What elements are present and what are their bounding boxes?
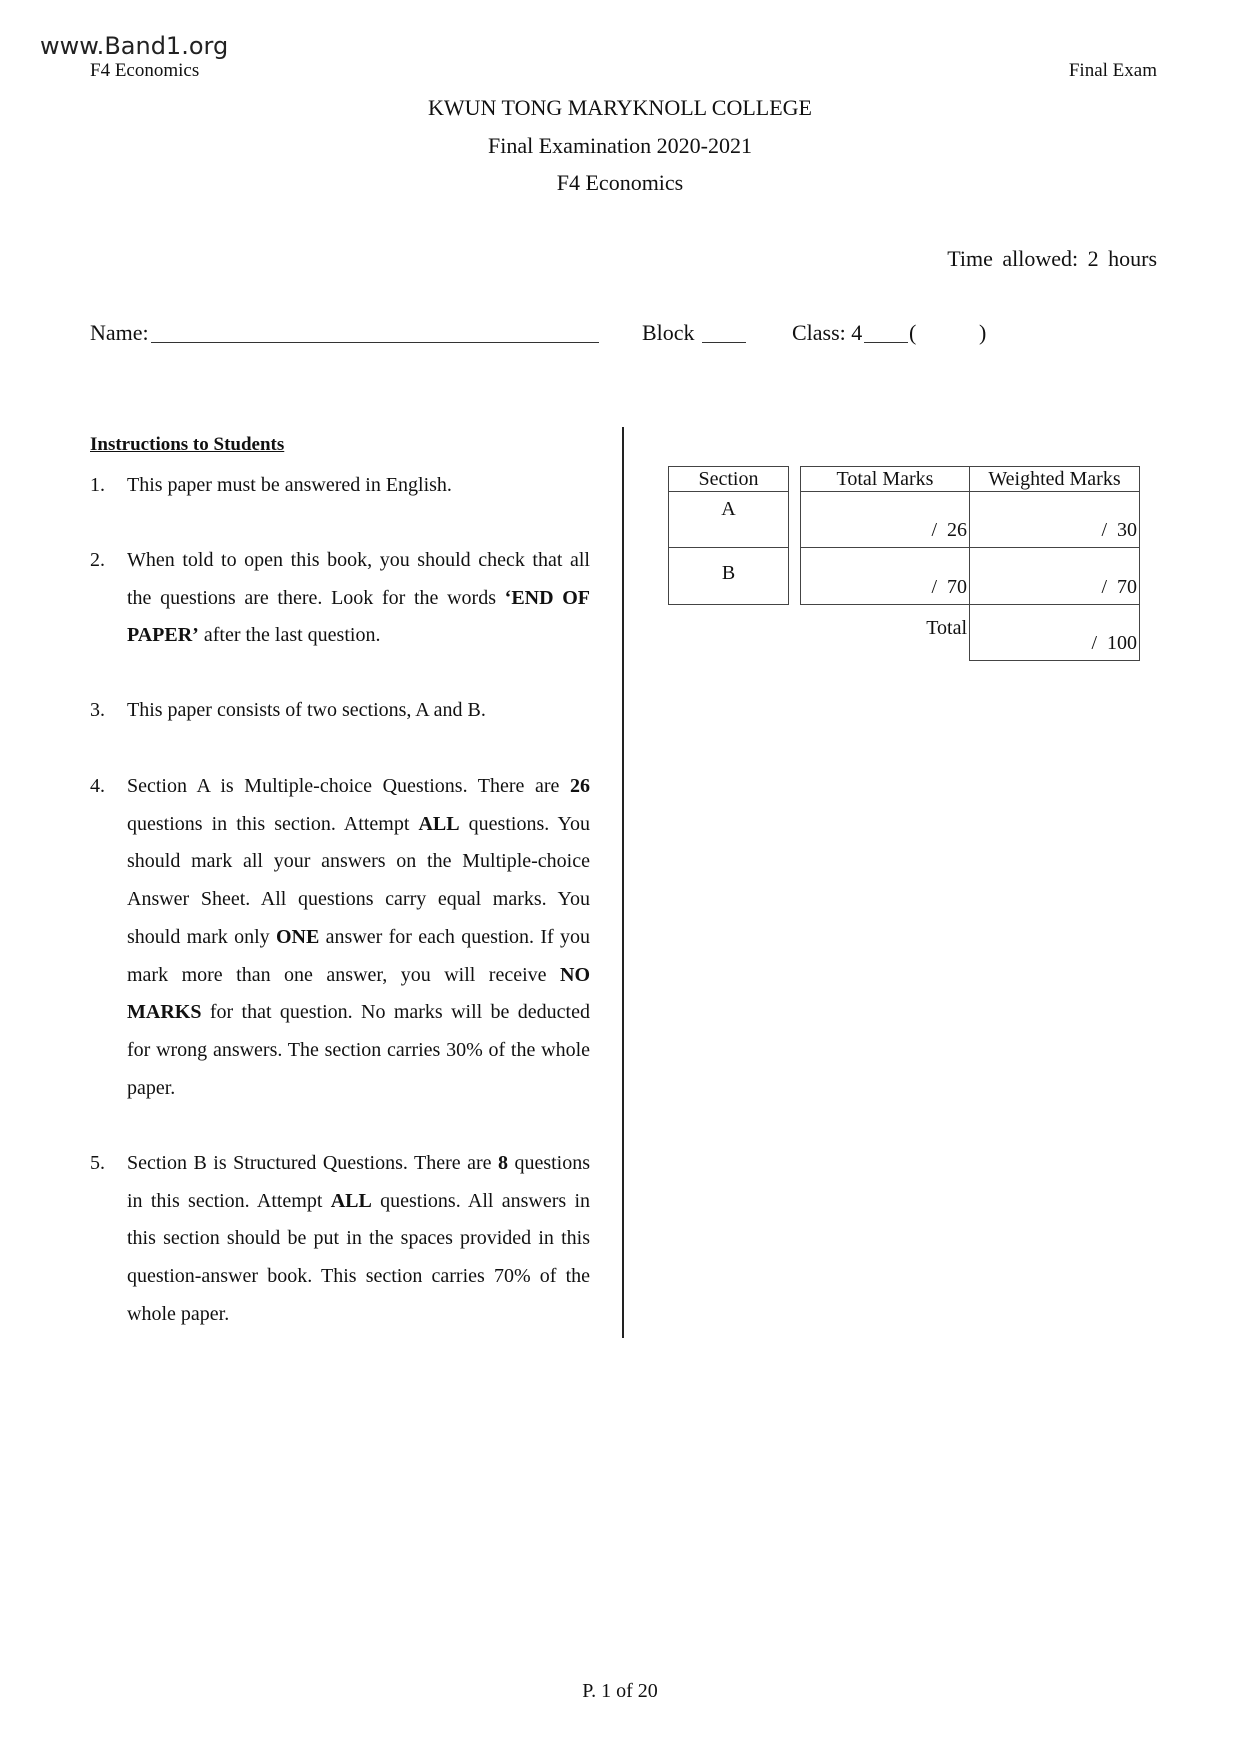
- header-subject: F4 Economics: [90, 60, 200, 81]
- watermark: www.Band1.org: [40, 32, 229, 60]
- section-b: B: [669, 548, 789, 605]
- total-weighted-marks[interactable]: / 100: [970, 605, 1140, 661]
- instruction-segment: questions. You should mark all your answers on the Multiple-choice Answer Sheet. All questions carry equal marks. You should mark only: [127, 812, 590, 948]
- section-a-total-marks[interactable]: / 26: [801, 492, 970, 548]
- instruction-text: [127, 467, 590, 505]
- total-label: Total: [801, 605, 970, 661]
- instruction-segment: for that question. No marks will be deducted for wrong answers. The section carries 30% of the whole paper.: [127, 1001, 590, 1099]
- section-b-weighted-marks[interactable]: / 70: [970, 548, 1140, 605]
- instruction-emphasis: NO MARKS: [127, 963, 590, 1024]
- marks-table-section: [668, 466, 789, 605]
- instruction-text: [127, 1145, 590, 1334]
- instruction-segment: Section A is Multiple-choice Questions. There are: [127, 775, 570, 797]
- exam-title: Final Examination 2020-2021: [488, 133, 752, 158]
- instruction-segment: answer for each question. If you mark more than one answer, you will receive: [127, 925, 590, 986]
- total-marks-header: Total Marks: [801, 467, 970, 492]
- section-a-weighted-marks[interactable]: / 30: [970, 492, 1140, 548]
- instruction-segment: after the last question.: [198, 624, 381, 647]
- column-divider: [622, 427, 624, 1338]
- instruction-segment: questions. All answers in this section should be put in the spaces provided in this question-answer book. This section carries 70% of the whole paper.: [127, 1189, 590, 1325]
- instruction-segment: Section B is Structured Questions. There are: [127, 1152, 498, 1174]
- class-label: Class: 4: [792, 320, 863, 345]
- instruction-segment: questions in this section. Attempt: [127, 812, 419, 835]
- weighted-marks-header: Weighted Marks: [970, 467, 1140, 492]
- instruction-item: [90, 467, 590, 505]
- instruction-emphasis: ‘END OF PAPER’: [127, 586, 590, 647]
- instruction-text: [127, 768, 590, 1107]
- marks-table: [800, 466, 1140, 661]
- instruction-emphasis: 8: [497, 1152, 508, 1174]
- instruction-number: 4.: [90, 775, 105, 797]
- instruction-emphasis: ALL: [418, 812, 460, 835]
- instruction-emphasis: ONE: [275, 925, 320, 948]
- instruction-segment: This paper must be answered in English.: [127, 474, 452, 496]
- class-number-close-paren: ): [979, 320, 987, 345]
- instruction-text: [127, 542, 590, 655]
- instruction-segment: When told to open this book, you should check that all the questions are there. Look for the words: [127, 549, 590, 609]
- instruction-number: 1.: [90, 474, 105, 496]
- name-label: Name:: [90, 320, 149, 345]
- class-number-open-paren: (: [909, 320, 917, 345]
- instruction-item: [90, 1145, 590, 1334]
- instruction-number: 3.: [90, 699, 105, 721]
- page-number: P. 1 of 20: [582, 1680, 658, 1702]
- instruction-segment: questions in this section. Attempt: [127, 1152, 590, 1212]
- section-a: A: [669, 492, 789, 548]
- name-field[interactable]: [151, 322, 599, 343]
- instruction-item: [90, 768, 590, 1107]
- subject-title: F4 Economics: [556, 170, 684, 195]
- instruction-number: 5.: [90, 1152, 105, 1174]
- section-b-total-marks[interactable]: / 70: [801, 548, 970, 605]
- section-header: Section: [669, 467, 789, 492]
- time-allowed: Time allowed: 2 hours: [947, 246, 1157, 271]
- instruction-segment: This paper consists of two sections, A and B.: [127, 699, 486, 721]
- instruction-text: [127, 692, 590, 730]
- header-exam: Final Exam: [1068, 60, 1157, 81]
- instruction-emphasis: 26: [570, 775, 590, 797]
- instruction-emphasis: ALL: [330, 1189, 372, 1212]
- instruction-item: [90, 692, 590, 730]
- instruction-number: 2.: [90, 549, 105, 571]
- school-name: KWUN TONG MARYKNOLL COLLEGE: [428, 95, 812, 120]
- instruction-item: [90, 542, 590, 655]
- block-label: Block: [642, 320, 695, 345]
- instructions-heading: Instructions to Students: [90, 434, 285, 455]
